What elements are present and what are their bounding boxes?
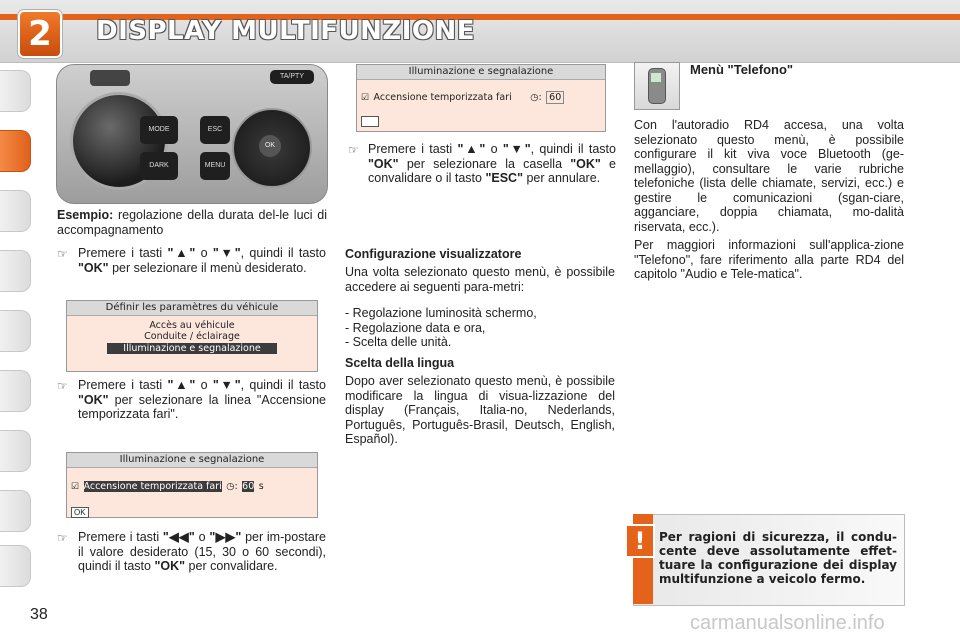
key-forward: "▶▶": [209, 530, 242, 544]
key-ok: "OK": [78, 260, 109, 275]
key-rewind: "◀◀": [162, 530, 195, 544]
screen-title: Illuminazione e segnalazione: [357, 65, 605, 80]
chapter-badge: 2: [18, 10, 62, 58]
step-text: , quindi il tasto: [530, 142, 616, 156]
display-screenshot-1: [66, 300, 318, 372]
ok-checkbox-selected: OK: [361, 116, 379, 127]
example-caption: [57, 208, 327, 237]
list-item: - Scelta delle unità.: [345, 335, 452, 349]
phone-screen-icon: [651, 73, 661, 82]
section-body: Per maggiori informazioni sull'applica-zione "Telefono", fare riferimento alla parte RD4 del capitolo "Audio e Tele-matica".: [634, 238, 904, 281]
section-heading: Menù "Telefono": [690, 62, 794, 77]
step-text: o: [200, 246, 208, 260]
section-body: Con l'autoradio RD4 accesa, una volta selezionato questo menù, è possibile configurare il kit viva voce Bluetooth (ge-mellaggio), consultare le varie rubriche telefoniche (lista delle chiamate, servizi, ecc.) e gestire le comunicazioni (sgan-ciare, agganciare, doppia chiamata, mo-dalità riservata, ecc.).: [634, 118, 904, 234]
key-down: "▼": [212, 246, 241, 260]
ok-checkbox: OK: [71, 507, 89, 518]
mode-button: MODE: [140, 116, 178, 144]
step-text: , quindi il tasto: [240, 246, 326, 260]
menu-option: Accès au véhicule: [149, 320, 235, 331]
key-up: "▲": [167, 246, 196, 260]
example-label: Esempio:: [57, 208, 114, 222]
menu-button: MENU: [200, 152, 230, 180]
list-item: - Regolazione data e ora,: [345, 320, 486, 335]
timer-icon: ◷:: [226, 481, 238, 492]
hazard-button: [90, 70, 130, 86]
chapter-tab[interactable]: [0, 190, 31, 232]
settings-row: [67, 476, 317, 494]
screen-title: Illuminazione e segnalazione: [67, 453, 317, 468]
checkbox-icon: ☑: [361, 92, 370, 102]
page-title: DISPLAY MULTIFUNZIONE: [96, 16, 476, 46]
chapter-tab[interactable]: [0, 250, 31, 292]
esc-button: ESC: [200, 116, 230, 144]
setting-label: Accensione temporizzata fari: [83, 481, 222, 492]
chapter-tab[interactable]: [0, 370, 31, 412]
step-text: e convalidare o il tasto: [368, 156, 616, 185]
screen-title: Définir les paramètres du véhicule: [67, 301, 317, 316]
step-text: o: [198, 530, 206, 544]
step-text: o: [490, 142, 498, 156]
display-screenshot-2: [66, 452, 318, 518]
step-text: per selezionare la linea "Accensione temporizzata fari".: [78, 392, 326, 421]
key-up: "▲": [457, 142, 486, 156]
watermark: carmanualsonline.info: [690, 612, 885, 634]
step-text: per selezionare la casella: [406, 156, 563, 171]
chapter-tab[interactable]: [0, 310, 31, 352]
menu-option: Conduite / éclairage: [144, 331, 240, 342]
section-body: Dopo aver selezionato questo menù, è possibile modificare la lingua di visua-lizzazione del display (Français, Italia-no, Nederlands, Português, Português-Brasil, Deutsch, English, Español).: [345, 374, 615, 446]
step-1: [78, 246, 326, 275]
settings-list: [345, 306, 615, 350]
timer-icon: ◷:: [530, 92, 542, 103]
step-text: per selezionare il menù desiderato.: [112, 260, 307, 275]
step-text: Premere i tasti: [78, 246, 163, 260]
setting-value: 60: [546, 91, 564, 104]
key-up: "▲": [167, 378, 196, 392]
menu-option-selected: Illuminazione e segnalazione: [107, 343, 277, 354]
step-text: Premere i tasti: [368, 142, 453, 156]
dark-button: DARK: [140, 152, 178, 180]
step-text: Premere i tasti: [78, 378, 163, 392]
warning-exclamation-icon: !: [625, 524, 655, 558]
step-text: per convalidare.: [188, 559, 278, 573]
settings-row: [357, 87, 605, 105]
section-heading: Configurazione visualizzatore: [345, 247, 522, 261]
step-text: Premere i tasti: [78, 530, 160, 544]
key-ok: "OK": [368, 156, 399, 171]
step-3: [78, 530, 326, 574]
pointing-hand-icon: ☞: [57, 247, 68, 261]
step-text: per im-postare il valore desiderato (15, 30 o 60 secondi), quindi il tasto: [78, 530, 326, 573]
step-text: o: [200, 378, 208, 392]
pointing-hand-icon: ☞: [57, 379, 68, 393]
key-down: "▼": [502, 142, 531, 156]
chapter-tab[interactable]: [0, 70, 31, 112]
section-body: Una volta selezionato questo menù, è possibile accedere ai seguenti para-metri:: [345, 265, 615, 294]
pointing-hand-icon: ☞: [57, 531, 68, 545]
section-heading: Scelta della lingua: [345, 356, 455, 370]
page-number: 38: [30, 606, 48, 623]
step-2: [78, 378, 326, 422]
setting-label: Accensione temporizzata fari: [373, 92, 512, 103]
step-text: per annulare.: [526, 171, 601, 185]
key-ok: "OK": [570, 156, 601, 171]
checkbox-icon: ☑: [71, 481, 80, 491]
step-4: [368, 142, 616, 186]
step-text: , quindi il tasto: [240, 378, 326, 392]
example-text: regolazione della durata del-le luci di accompagnamento: [57, 208, 327, 237]
key-ok: "OK": [154, 559, 186, 573]
warning-text: Per ragioni di sicurezza, il condu-cente deve assolutamente effet-tuare la configurazione dei display multifunzione a veicolo fermo.: [659, 530, 897, 586]
chapter-tab[interactable]: [0, 545, 31, 587]
list-item: - Regolazione luminosità schermo,: [345, 306, 537, 320]
key-ok: "OK": [78, 392, 109, 407]
ta-pty-button: TA/PTY: [270, 70, 314, 84]
setting-unit: s: [258, 481, 264, 492]
display-screenshot-3: [356, 64, 606, 132]
chapter-tab[interactable]: [0, 490, 31, 532]
chapter-tab[interactable]: [0, 430, 31, 472]
key-esc: "ESC": [485, 171, 523, 185]
ok-button: OK: [259, 135, 281, 157]
setting-value: 60: [242, 481, 255, 492]
chapter-tab-active[interactable]: [0, 130, 31, 172]
key-down: "▼": [212, 378, 241, 392]
pointing-hand-icon: ☞: [348, 143, 359, 157]
